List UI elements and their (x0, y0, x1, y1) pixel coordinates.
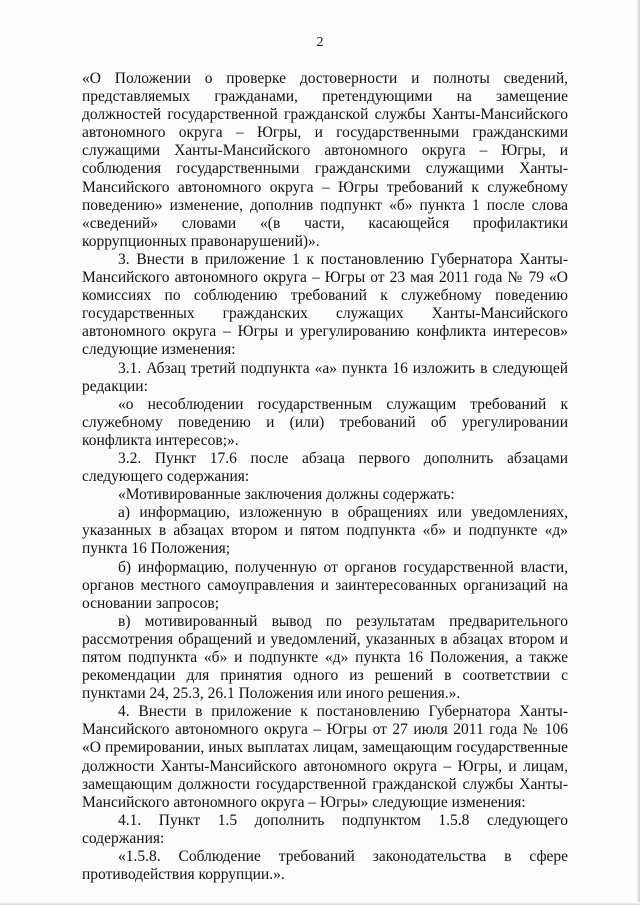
page-edge-shadow (636, 0, 640, 905)
paragraph-item-4: 4. Внести в приложение к постановлению Губернатора Ханты-Мансийского автономного округа – Югры от 27 июля 2011 года № 106 «О премировании, иных выплатах лицам, замещающим государственные должности Ханты-Мансийского автономного округа – Югры, и лицам, замещающим должности государственной гражданской службы Ханты-Мансийского автономного округа – Югры» следующие изменения: (82, 703, 568, 811)
paragraph-1-continuation: «О Положении о проверке достоверности и полноты сведений, представляемых гражданами, претендующими на замещение должностей государственной гражданской службы Ханты-Мансийского автономного округа – Югры, и государственными гражданскими служащими Ханты-Мансийского автономного округа – Югры, и соблюдения государственными гражданскими служащими Ханты-Мансийского автономного округа – Югры требований к служебному поведению» изменение, дополнив подпункт «б» пункта 1 после слова «сведений» словами «(в части, касающейся профилактики коррупционных правонарушений)». (82, 70, 568, 250)
paragraph-item-3-2-v: в) мотивированный вывод по результатам предварительного рассмотрения обращений и уведомлений, указанных в абзацах втором и пятом подпункта «б» и подпункте «д» пункта 16 Положения, а также рекомендации для принятия одного из решений в соответствии с пунктами 24, 25.3, 26.1 Положения или иного решения.». (82, 612, 568, 703)
paragraph-item-3-1: 3.1. Абзац третий подпункта «а» пункта 16 изложить в следующей редакции: (82, 359, 568, 395)
paragraph-item-3-2-a: а) информацию, изложенную в обращениях или уведомлениях, указанных в абзацах втором и пятом подпункта «б» и подпункте «д» пункта 16 Положения; (82, 504, 568, 558)
paragraph-item-3: 3. Внести в приложение 1 к постановлению Губернатора Ханты-Мансийского автономного округа – Югры от 23 мая 2011 года № 79 «О комиссиях по соблюдению требований к служебному поведению государственных гражданских служащих Ханты-Мансийского автономного округа – Югры и урегулированию конфликта интересов» следующие изменения: (82, 250, 568, 359)
paragraph-item-3-1-quote: «о несоблюдении государственным служащим требований к служебному поведению и (или) требований об урегулировании конфликта интересов;». (82, 395, 568, 449)
paragraph-item-4-1: 4.1. Пункт 1.5 дополнить подпунктом 1.5.8 следующего содержания: (82, 811, 568, 847)
document-body (82, 70, 568, 884)
page-number: 2 (316, 35, 324, 50)
paragraph-item-3-2-b: б) информацию, полученную от органов государственной власти, органов местного самоуправления и заинтересованных организаций на основании запросов; (82, 558, 568, 612)
paragraph-item-4-1-quote: «1.5.8. Соблюдение требований законодательства в сфере противодействия коррупции.». (82, 848, 568, 884)
paragraph-item-3-2-intro: «Мотивированные заключения должны содержать: (118, 486, 455, 504)
paragraph-item-3-2: 3.2. Пункт 17.6 после абзаца первого дополнить абзацами следующего содержания: (82, 449, 568, 486)
